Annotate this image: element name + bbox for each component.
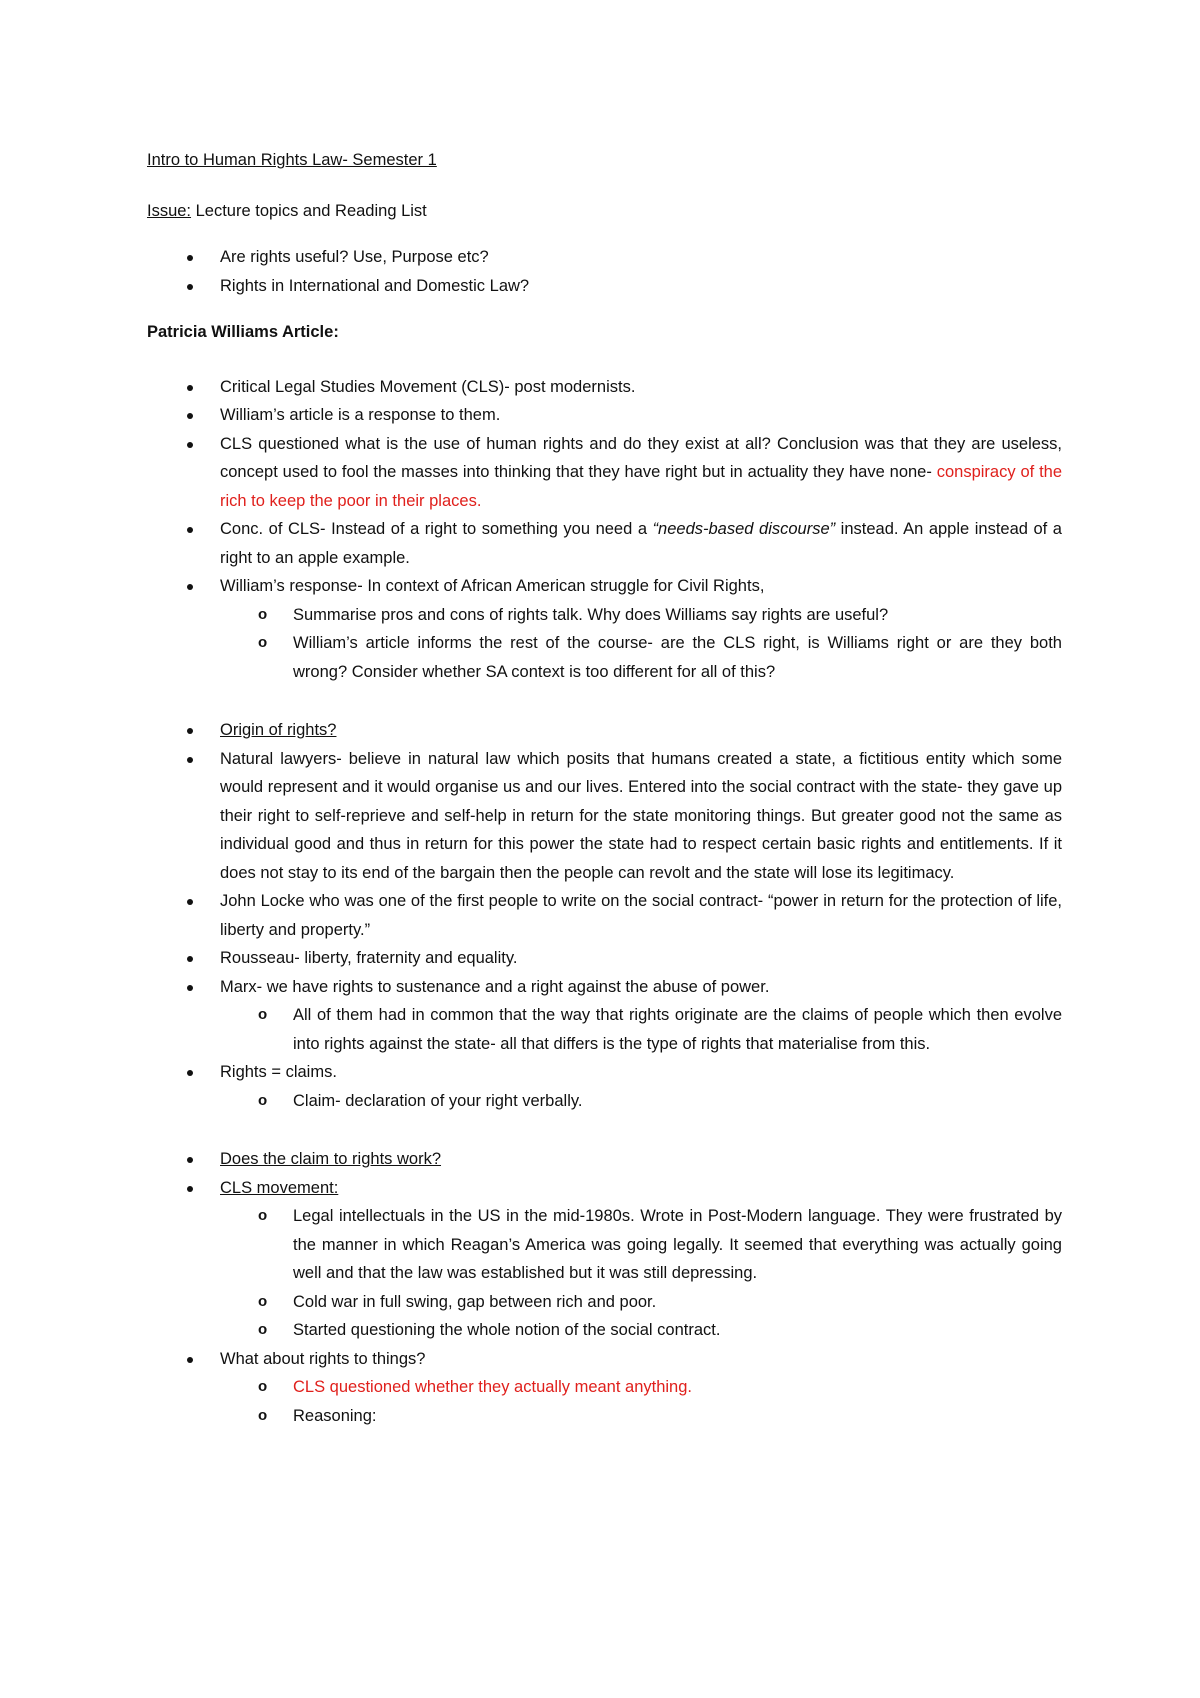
sub-list-item — [220, 1373, 1062, 1402]
circle-bullet-icon: o — [258, 1207, 268, 1224]
highlight-text: CLS questioned whether they actually meant anything. — [293, 1378, 692, 1396]
cls-movement-heading: CLS movement: — [220, 1178, 339, 1197]
list-item — [147, 716, 1062, 745]
bullet-icon — [187, 1157, 193, 1163]
question-list — [147, 243, 1062, 300]
sub-list — [220, 601, 1062, 687]
bullet-icon — [187, 757, 193, 763]
list-item: Marx- we have rights to sustenance and a right against the abuse of power. o All of them had in common that the way that rights originate are the claims of people which then evolve into rights against the state- all that differs is the type of rights that materialise from this. — [147, 973, 1062, 1059]
bullet-icon — [187, 284, 193, 290]
list-item: What about rights to things? o CLS questioned whether they actually meant anything. o Reasoning: — [147, 1345, 1062, 1431]
circle-bullet-icon: o — [258, 1321, 268, 1338]
list-item: Rights = claims. o Claim- declaration of your right verbally. — [147, 1058, 1062, 1115]
circle-bullet-icon: o — [258, 1292, 268, 1310]
circle-bullet-icon: o — [258, 605, 268, 623]
document-title: Intro to Human Rights Law- Semester 1 — [147, 151, 437, 169]
list-item — [147, 1174, 1062, 1345]
bullet-icon — [187, 1357, 193, 1363]
bullet-icon — [187, 899, 193, 905]
bullet-icon — [187, 728, 193, 734]
sub-list-item: o Legal intellectuals in the US in the mid-1980s. Wrote in Post-Modern language. They were frustrated by the manner in which Reagan’s America was going legally. It seemed that everything was actually going well and that the law was established but it was still depressing. — [220, 1202, 1062, 1288]
sub-list-item: o Claim- declaration of your right verbally. — [220, 1087, 1062, 1116]
list-item: William’s response- In context of African American struggle for Civil Rights, o Summarise pros and cons of rights talk. Why does Williams say rights are useful? o William’s article informs the rest of the course- are the CLS right, is Williams right or are they both wrong? Consider whether SA context is too different for all of this? — [147, 572, 1062, 686]
list-item: Critical Legal Studies Movement (CLS)- post modernists. — [147, 373, 1062, 402]
bullet-icon — [187, 956, 193, 962]
bullet-icon — [187, 255, 193, 261]
sub-list — [220, 1087, 1062, 1116]
list-item: Are rights useful? Use, Purpose etc? — [147, 243, 1062, 272]
sub-list — [220, 1373, 1062, 1430]
claim-work-heading: Does the claim to rights work? — [220, 1150, 442, 1168]
sub-list — [220, 1001, 1062, 1058]
sub-list-item: o Summarise pros and cons of rights talk. Why does Williams say rights are useful? — [220, 601, 1062, 630]
emphasis-text: “needs-based discourse” — [652, 520, 836, 538]
circle-bullet-icon: o — [258, 1006, 268, 1023]
bullet-icon — [187, 385, 193, 391]
bullet-icon — [187, 584, 193, 590]
list-item: Conc. of CLS- Instead of a right to something you need a “needs-based discourse” instead. An apple instead of a right to an apple example. — [147, 515, 1062, 572]
circle-bullet-icon: o — [258, 1406, 268, 1424]
list-item — [147, 1145, 1062, 1174]
bullet-icon — [187, 527, 193, 533]
sub-list-item: o Cold war in full swing, gap between rich and poor. — [220, 1288, 1062, 1317]
bullet-icon — [187, 985, 193, 991]
sub-list — [220, 1202, 1062, 1345]
origin-list — [147, 716, 1062, 1115]
list-item: Rights in International and Domestic Law? — [147, 272, 1062, 301]
list-item: Natural lawyers- believe in natural law which posits that humans created a state, a fictitious entity which some would represent and it would organise us and our lives. Entered into the social contract with the state- they gave up their right to self-reprieve and self-help in return for the state monitoring things. But greater good not the same as individual good and thus in return for this power the state had to respect certain basic rights and entitlements. If it does not stay to its end of the bargain then the people can revolt and the state will lose its legitimacy. — [147, 745, 1062, 888]
list-item: William’s article is a response to them. — [147, 401, 1062, 430]
circle-bullet-icon: o — [258, 1091, 268, 1109]
issue-label: Issue: — [147, 201, 192, 220]
bullet-icon — [187, 1070, 193, 1076]
issue-text: Lecture topics and Reading List — [191, 201, 427, 220]
claims-list — [147, 1145, 1062, 1430]
list-item: CLS questioned what is the use of human rights and do they exist at all? Conclusion was that they are useless, concept used to fool the masses into thinking that they have right but in actuality they have none- conspiracy of the rich to keep the poor in their places. — [147, 430, 1062, 516]
williams-list — [147, 373, 1062, 687]
sub-list-item: o All of them had in common that the way that rights originate are the claims of people which then evolve into rights against the state- all that differs is the type of rights that materialise from this. — [220, 1001, 1062, 1058]
circle-bullet-icon: o — [258, 1378, 268, 1395]
bullet-icon — [187, 1186, 193, 1192]
sub-list-item: o Started questioning the whole notion of the social contract. — [220, 1316, 1062, 1345]
list-item: John Locke who was one of the first people to write on the social contract- “power in return for the protection of life, liberty and property.” — [147, 887, 1062, 944]
document-body — [147, 146, 1062, 1430]
bullet-icon — [187, 413, 193, 419]
highlight-text: conspiracy of the rich to keep the poor in their places. — [220, 463, 1063, 510]
sub-list-item: o William’s article informs the rest of the course- are the CLS right, is Williams right or are they both wrong? Consider whether SA context is too different for all of this? — [220, 629, 1062, 686]
issue-line — [147, 197, 1062, 226]
sub-list-item: o Reasoning: — [220, 1402, 1062, 1431]
origin-heading: Origin of rights? — [220, 721, 337, 739]
list-item: Rousseau- liberty, fraternity and equality. — [147, 944, 1062, 973]
section-heading: Patricia Williams Article: — [147, 323, 339, 341]
bullet-icon — [187, 442, 193, 448]
circle-bullet-icon: o — [258, 634, 268, 651]
